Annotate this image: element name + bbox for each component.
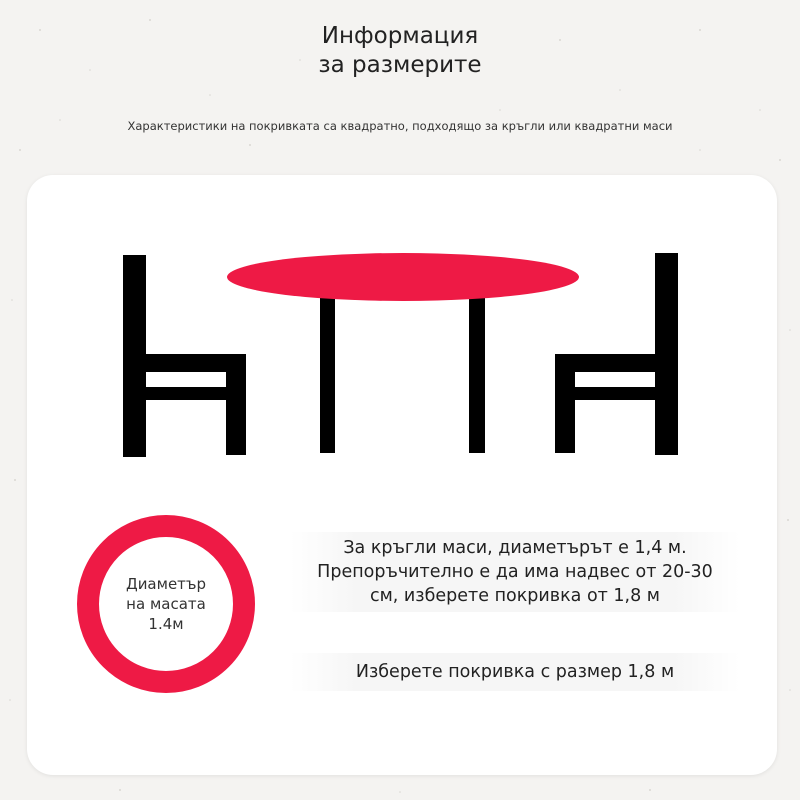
table-diameter-label	[126, 574, 206, 634]
diameter-label-line-2: на масата	[126, 595, 206, 613]
size-info-line-1: За кръгли маси, диаметърът е 1,4 м.	[343, 538, 687, 558]
right-chair-icon	[555, 253, 678, 455]
size-info-text	[290, 532, 740, 612]
size-recommendation: Изберете покривка с размер 1,8 м	[290, 653, 740, 691]
page-title-line-2: за размерите	[318, 52, 482, 78]
diameter-label-line-1: Диаметър	[125, 575, 207, 593]
diameter-label-value: 1.4м	[148, 615, 184, 633]
page-subtitle: Характеристики на покривката са квадратно, подходящо за кръгли или квадратни маси	[127, 119, 673, 133]
page-title-line-1: Информация	[321, 23, 479, 49]
left-chair-icon	[123, 255, 246, 457]
size-info-line-2: Препоръчително е да има надвес от 20-30	[317, 562, 713, 582]
size-info-line-3: см, изберете покривка от 1,8 м	[369, 586, 660, 606]
table-top	[227, 253, 579, 301]
table-legs	[320, 296, 485, 453]
table-diameter-ring	[77, 515, 255, 693]
